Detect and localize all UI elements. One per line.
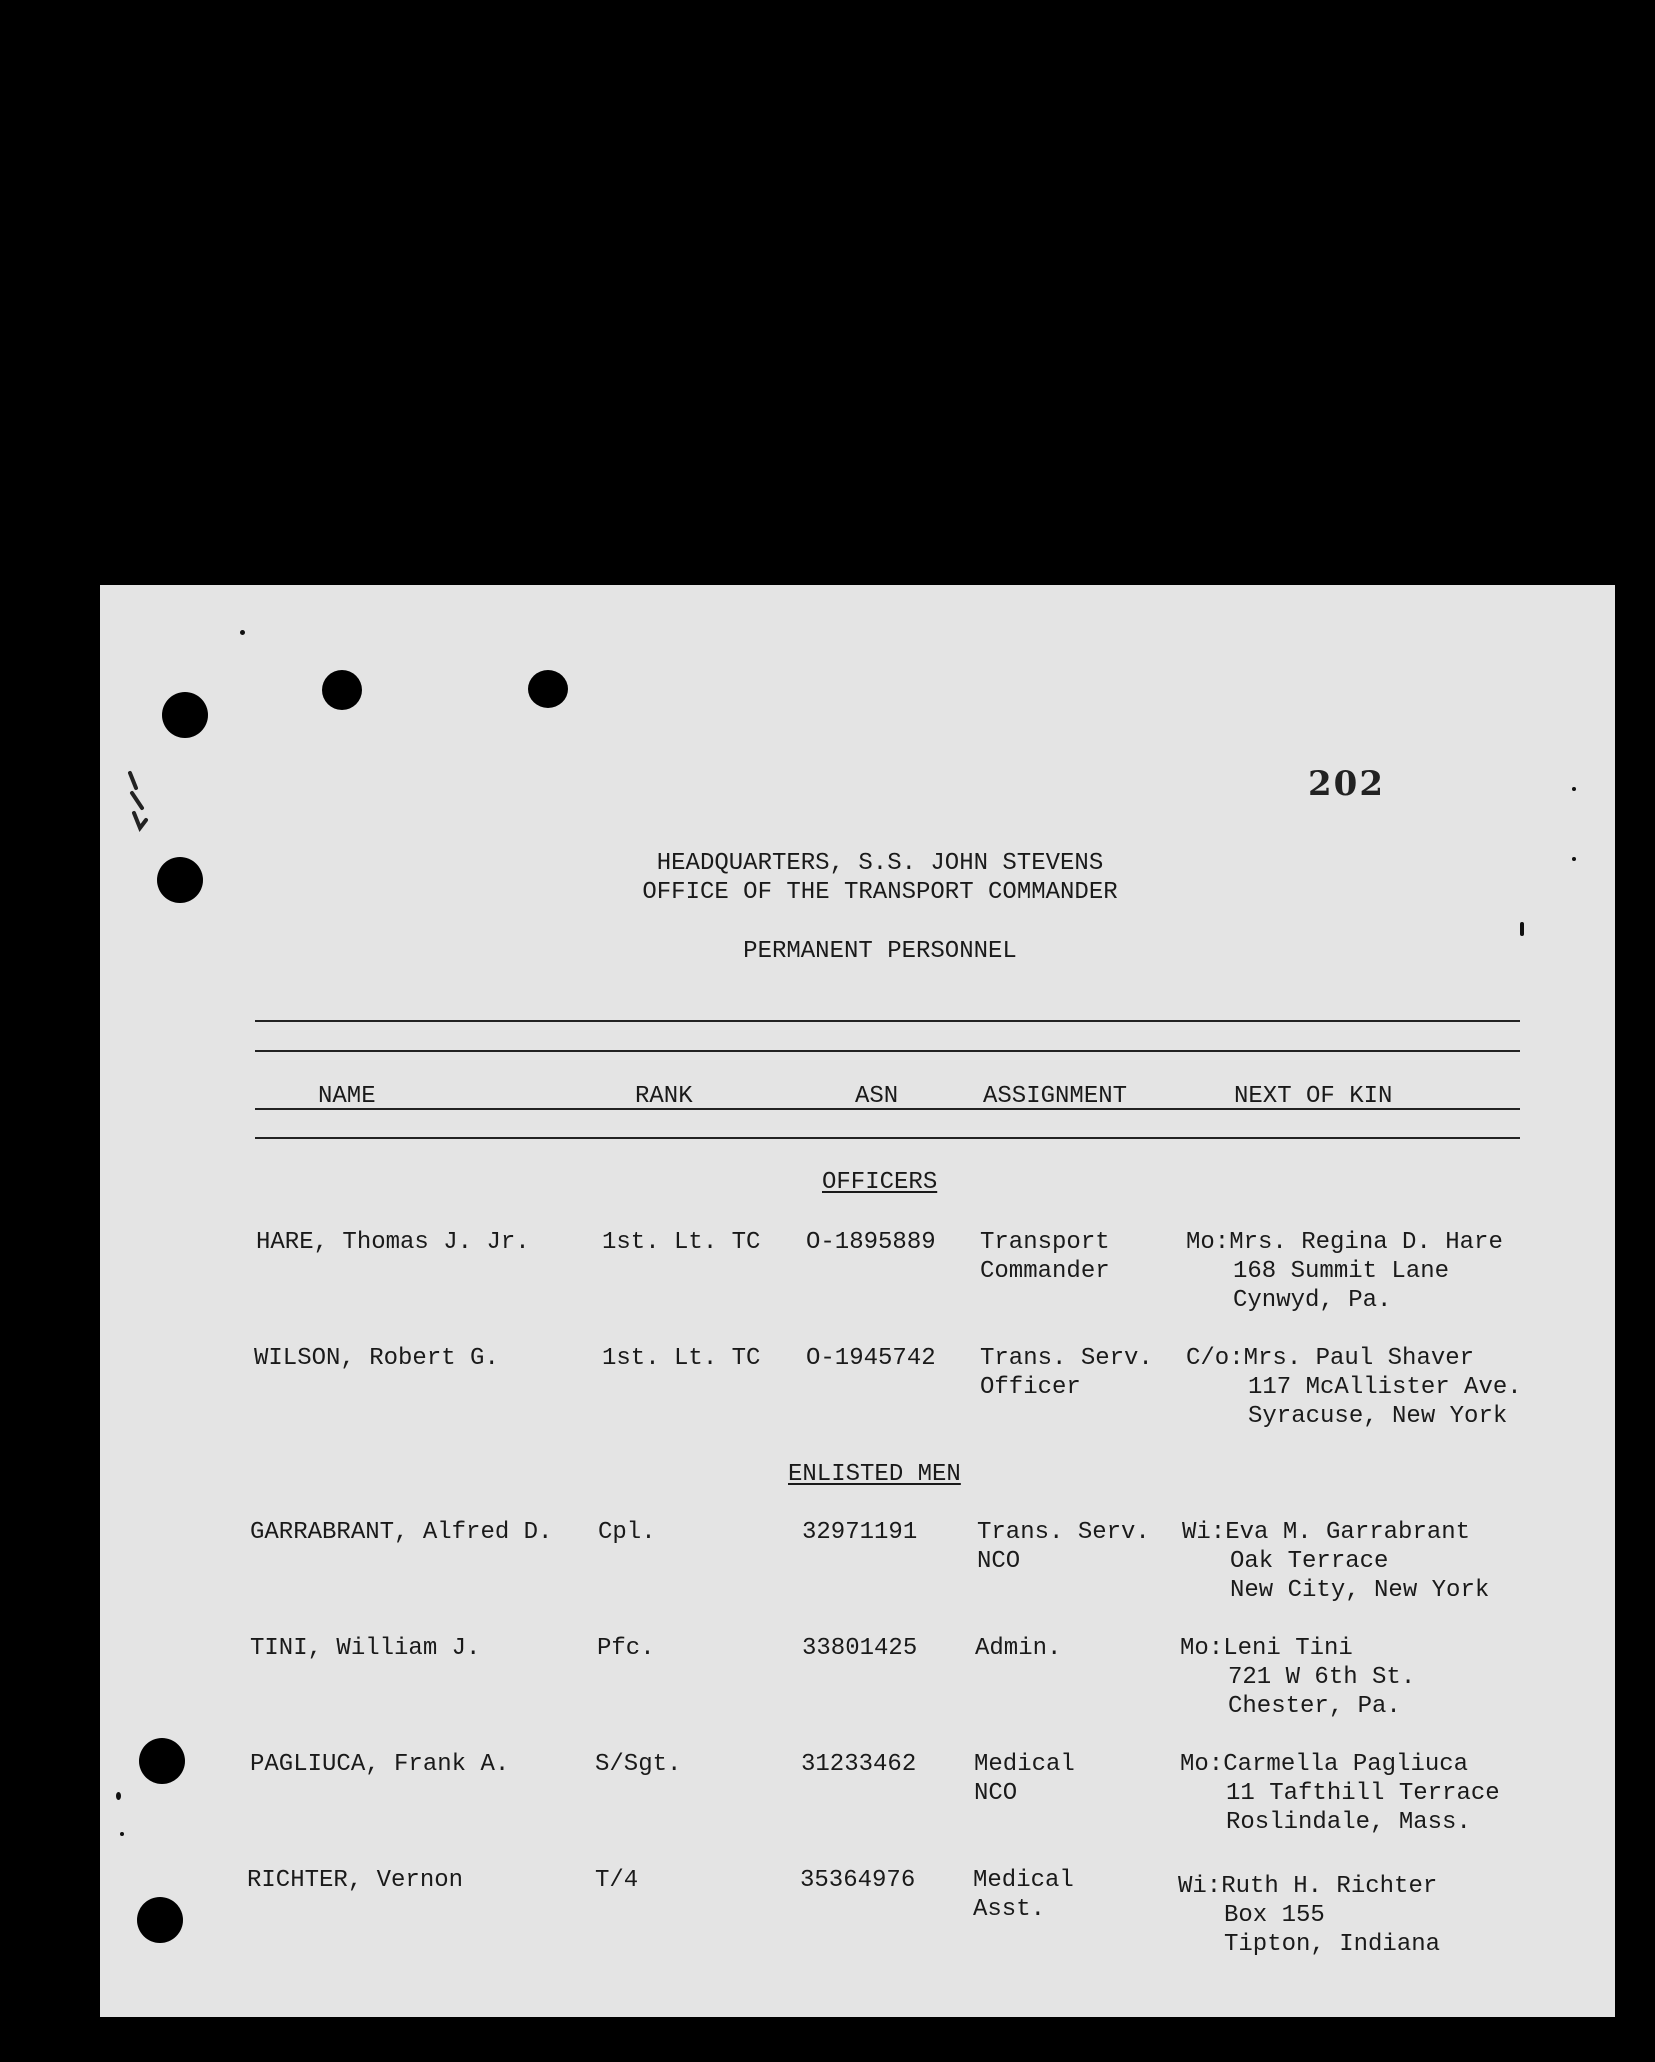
speck xyxy=(120,1832,124,1836)
officer-next-of-kin: 168 Summit Lane xyxy=(1233,1258,1450,1285)
officer-next-of-kin: Syracuse, New York xyxy=(1248,1403,1508,1430)
enlisted-next-of-kin: Oak Terrace xyxy=(1230,1548,1389,1575)
enlisted-asn: 33801425 xyxy=(802,1635,918,1662)
column-header-rank: RANK xyxy=(635,1083,693,1110)
header-rule xyxy=(255,1050,1520,1052)
punch-hole xyxy=(162,692,208,738)
header-rule xyxy=(255,1137,1520,1139)
officer-next-of-kin: C/o:Mrs. Paul Shaver xyxy=(1186,1345,1475,1372)
punch-hole xyxy=(322,670,362,710)
enlisted-assignment: Trans. Serv. xyxy=(977,1519,1150,1546)
officer-asn: O-1945742 xyxy=(806,1345,936,1372)
enlisted-next-of-kin: Wi:Eva M. Garrabrant xyxy=(1182,1519,1471,1546)
enlisted-rank: Cpl. xyxy=(598,1519,656,1546)
handwritten-mark xyxy=(120,768,160,858)
enlisted-name: RICHTER, Vernon xyxy=(247,1867,464,1894)
officer-assignment: Transport xyxy=(980,1229,1110,1256)
enlisted-next-of-kin: Tipton, Indiana xyxy=(1224,1931,1441,1958)
enlisted-asn: 32971191 xyxy=(802,1519,918,1546)
speck xyxy=(1572,787,1576,791)
enlisted-next-of-kin: Box 155 xyxy=(1224,1902,1325,1929)
speck xyxy=(1520,922,1524,936)
section-heading-enlisted: ENLISTED MEN xyxy=(788,1461,961,1488)
enlisted-assignment: Admin. xyxy=(975,1635,1062,1662)
speck xyxy=(1572,857,1576,861)
officer-asn: O-1895889 xyxy=(806,1229,936,1256)
officer-next-of-kin: 117 McAllister Ave. xyxy=(1248,1374,1522,1401)
enlisted-rank: Pfc. xyxy=(597,1635,655,1662)
punch-hole xyxy=(528,670,568,708)
officer-name: WILSON, Robert G. xyxy=(254,1345,499,1372)
officer-assignment: Trans. Serv. xyxy=(980,1345,1153,1372)
officer-assignment: Commander xyxy=(980,1258,1110,1285)
speck xyxy=(240,630,245,635)
enlisted-assignment: Medical xyxy=(973,1867,1074,1894)
column-header-assignment: ASSIGNMENT xyxy=(983,1083,1128,1110)
punch-hole xyxy=(137,1897,183,1943)
enlisted-rank: S/Sgt. xyxy=(595,1751,682,1778)
enlisted-asn: 35364976 xyxy=(800,1867,916,1894)
header-rule xyxy=(255,1020,1520,1022)
officer-name: HARE, Thomas J. Jr. xyxy=(256,1229,530,1256)
page-number: 202 xyxy=(1308,764,1385,804)
officer-assignment: Officer xyxy=(980,1374,1081,1401)
enlisted-assignment: Asst. xyxy=(973,1896,1046,1923)
enlisted-name: PAGLIUCA, Frank A. xyxy=(250,1751,510,1778)
speck xyxy=(116,1792,121,1800)
enlisted-next-of-kin: Wi:Ruth H. Richter xyxy=(1178,1873,1438,1900)
enlisted-assignment: NCO xyxy=(977,1548,1021,1575)
enlisted-assignment: Medical xyxy=(974,1751,1075,1778)
enlisted-asn: 31233462 xyxy=(801,1751,917,1778)
punch-hole xyxy=(157,857,203,903)
officer-next-of-kin: Mo:Mrs. Regina D. Hare xyxy=(1186,1229,1503,1256)
enlisted-next-of-kin: Roslindale, Mass. xyxy=(1226,1809,1471,1836)
enlisted-name: TINI, William J. xyxy=(250,1635,481,1662)
section-heading-officers: OFFICERS xyxy=(822,1169,938,1196)
enlisted-next-of-kin: 721 W 6th St. xyxy=(1228,1664,1416,1691)
enlisted-rank: T/4 xyxy=(595,1867,639,1894)
officer-rank: 1st. Lt. TC xyxy=(602,1345,761,1372)
enlisted-next-of-kin: New City, New York xyxy=(1230,1577,1490,1604)
officer-next-of-kin: Cynwyd, Pa. xyxy=(1233,1287,1392,1314)
punch-hole xyxy=(139,1738,185,1784)
enlisted-next-of-kin: Mo:Carmella Pagliuca xyxy=(1180,1751,1469,1778)
page-subtitle: PERMANENT PERSONNEL xyxy=(743,938,1017,965)
enlisted-next-of-kin: 11 Tafthill Terrace xyxy=(1226,1780,1500,1807)
enlisted-next-of-kin: Chester, Pa. xyxy=(1228,1693,1401,1720)
column-header-asn: ASN xyxy=(855,1083,899,1110)
header-line-2: OFFICE OF THE TRANSPORT COMMANDER xyxy=(642,879,1118,906)
column-header-name: NAME xyxy=(318,1083,376,1110)
header-line-1: HEADQUARTERS, S.S. JOHN STEVENS xyxy=(656,850,1104,877)
enlisted-next-of-kin: Mo:Leni Tini xyxy=(1180,1635,1353,1662)
officer-rank: 1st. Lt. TC xyxy=(602,1229,761,1256)
enlisted-name: GARRABRANT, Alfred D. xyxy=(250,1519,553,1546)
column-header-next-of-kin: NEXT OF KIN xyxy=(1234,1083,1393,1110)
enlisted-assignment: NCO xyxy=(974,1780,1018,1807)
